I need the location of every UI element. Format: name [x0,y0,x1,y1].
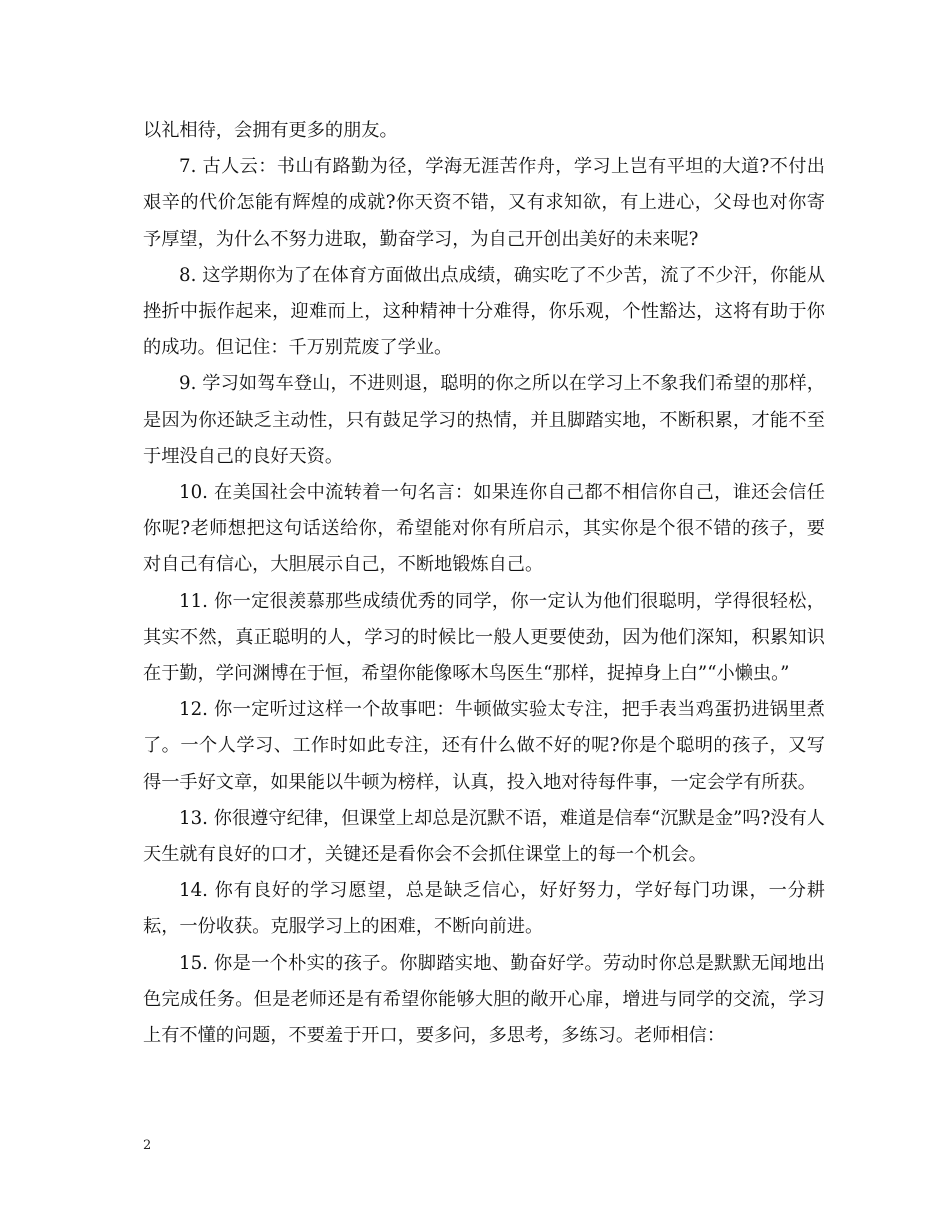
paragraph-item-13: 13. 你很遵守纪律，但课堂上却总是沉默不语，难道是信奉“沉默是金”吗?没有人天生就有良好的口才，关键还是看你会不会抓住课堂上的每一个机会。 [143,807,825,866]
paragraph-item-15: 15. 你是一个朴实的孩子。你脚踏实地、勤奋好学。劳动时你总是默默无闻地出色完成任务。但是老师还是有希望你能够大胆的敞开心扉，增进与同学的交流，学习上有不懂的问题，不要羞于开口，要多问，多思考，多练习。老师相信： [143,952,825,1047]
paragraph-item-7: 7. 古人云：书山有路勤为径，学海无涯苦作舟，学习上岂有平坦的大道?不付出艰辛的代价怎能有辉煌的成就?你天资不错，又有求知欲，有上进心，父母也对你寄予厚望，为什么不努力进取，勤奋学习，为自己开创出美好的未来呢? [143,156,825,250]
page-content [143,113,825,1054]
paragraph-item-9: 9. 学习如驾车登山，不进则退，聪明的你之所以在学习上不象我们希望的那样，是因为你还缺乏主动性，只有鼓足学习的热情，并且脚踏实地，不断积累，才能不至于埋没自己的良好天资。 [143,373,825,467]
paragraph-item-12: 12. 你一定听过这样一个故事吧：牛顿做实验太专注，把手表当鸡蛋扔进锅里煮了。一个人学习、工作时如此专注，还有什么做不好的呢?你是个聪明的孩子，又写得一手好文章，如果能以牛顿为榜样，认真，投入地对待每件事，一定会学有所获。 [143,699,825,793]
paragraph-continuation: 以礼相待，会拥有更多的朋友。 [143,120,398,141]
page-number: 2 [143,1138,152,1153]
paragraph-item-10: 10. 在美国社会中流转着一句名言：如果连你自己都不相信你自己，谁还会信任你呢?老师想把这句话送给你，希望能对你有所启示，其实你是个很不错的孩子，要对自己有信心，大胆展示自己，不断地锻炼自己。 [143,482,825,576]
paragraph-item-8: 8. 这学期你为了在体育方面做出点成绩，确实吃了不少苦，流了不少汗，你能从挫折中振作起来，迎难而上，这种精神十分难得，你乐观，个性豁达，这将有助于你的成功。但记住：千万别荒废了学业。 [143,264,825,359]
paragraph-item-11: 11. 你一定很羡慕那些成绩优秀的同学，你一定认为他们很聪明，学得很轻松，其实不然，真正聪明的人，学习的时候比一般人更要使劲，因为他们深知，积累知识在于勤，学问渊博在于恒，希望你能像啄木鸟医生“那样，捉掉身上白”“小懒虫。” [143,590,825,685]
paragraph-item-14: 14. 你有良好的学习愿望，总是缺乏信心，好好努力，学好每门功课，一分耕耘，一份收获。克服学习上的困难，不断向前进。 [143,880,825,938]
